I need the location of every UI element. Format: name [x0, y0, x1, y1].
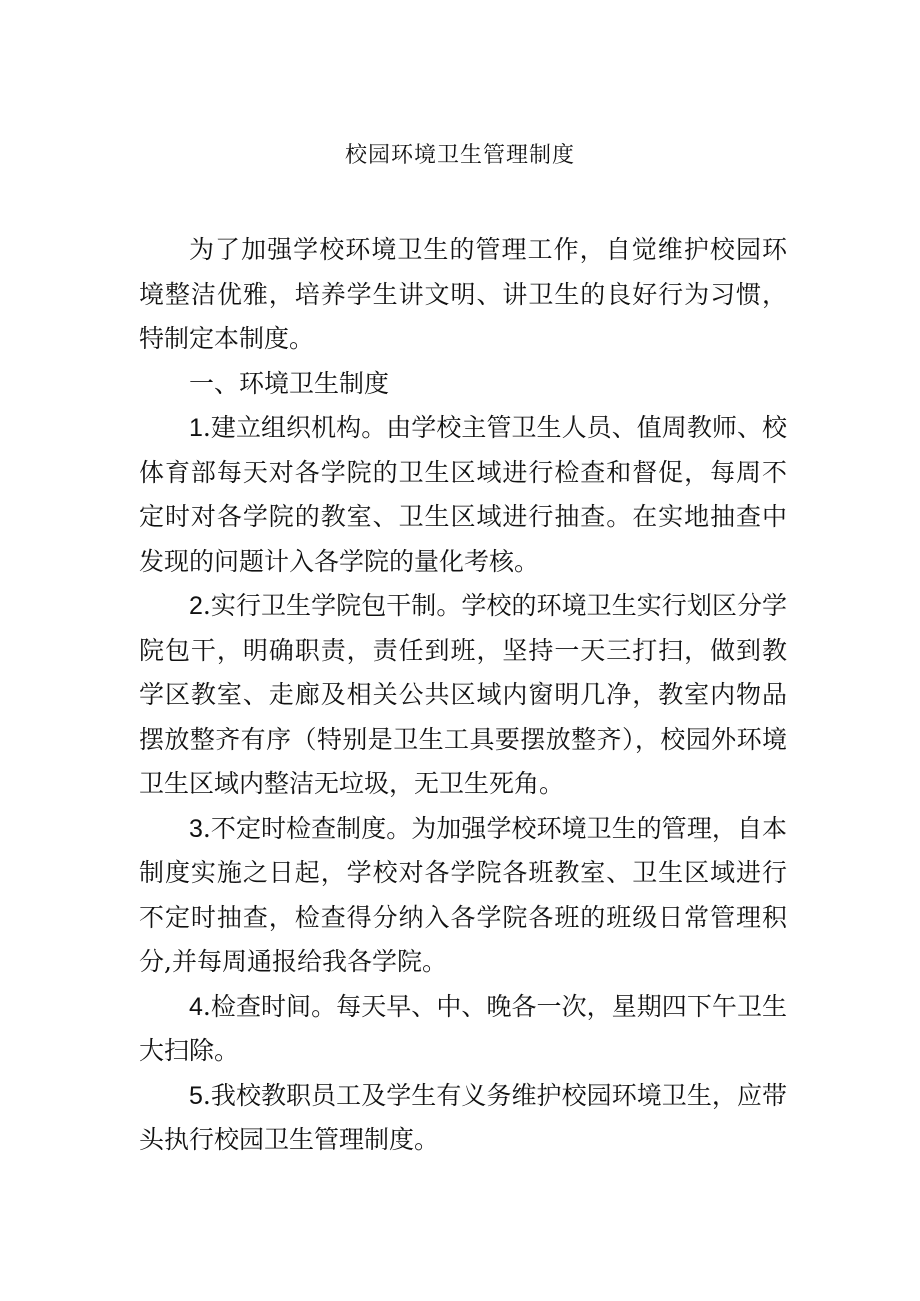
item-number: 2 — [189, 592, 203, 620]
list-item-2 — [139, 584, 787, 807]
item-text: .不定时检查制度。为加强学校环境卫生的管理，自本制度实施之日起，学校对各学院各班教室、卫生区域进行不定时抽查，检查得分纳入各学院各班的班级日常管理积分,并每周通报给我各学院。 — [139, 813, 787, 976]
list-item-5 — [139, 1074, 787, 1163]
item-text: .建立组织机构。由学校主管卫生人员、值周教师、校体育部每天对各学院的卫生区域进行检查和督促，每周不定时对各学院的教室、卫生区域进行抽查。在实地抽查中发现的问题计入各学院的量化考核。 — [139, 413, 787, 576]
list-item-1 — [139, 406, 787, 584]
item-text: .我校教职员工及学生有义务维护校园环境卫生，应带头执行校园卫生管理制度。 — [139, 1080, 787, 1154]
list-item-4 — [139, 985, 787, 1074]
item-number: 4 — [189, 992, 203, 1021]
item-number: 1 — [189, 414, 203, 442]
item-text: .检查时间。每天早、中、晚各一次，星期四下午卫生大扫除。 — [139, 991, 787, 1065]
item-number: 3 — [189, 814, 203, 843]
item-text: .实行卫生学院包干制。学校的环境卫生实行划区分学院包干，明确职责，责任到班，坚持一天三打扫，做到教学区教室、走廊及相关公共区域内窗明几净，教室内物品摆放整齐有序（特别是卫生工具要摆放整齐），校园外环境卫生区域内整洁无垃圾，无卫生死角。 — [139, 591, 787, 798]
document-body — [139, 228, 787, 1163]
item-number: 5 — [189, 1081, 203, 1110]
document-title: 校园环境卫生管理制度 — [344, 143, 575, 168]
list-item-3 — [139, 807, 787, 985]
section-heading: 一、环境卫生制度 — [189, 368, 390, 398]
intro-paragraph: 为了加强学校环境卫生的管理工作，自觉维护校园环境整洁优雅，培养学生讲文明、讲卫生的良好行为习惯，特制定本制度。 — [139, 235, 787, 353]
